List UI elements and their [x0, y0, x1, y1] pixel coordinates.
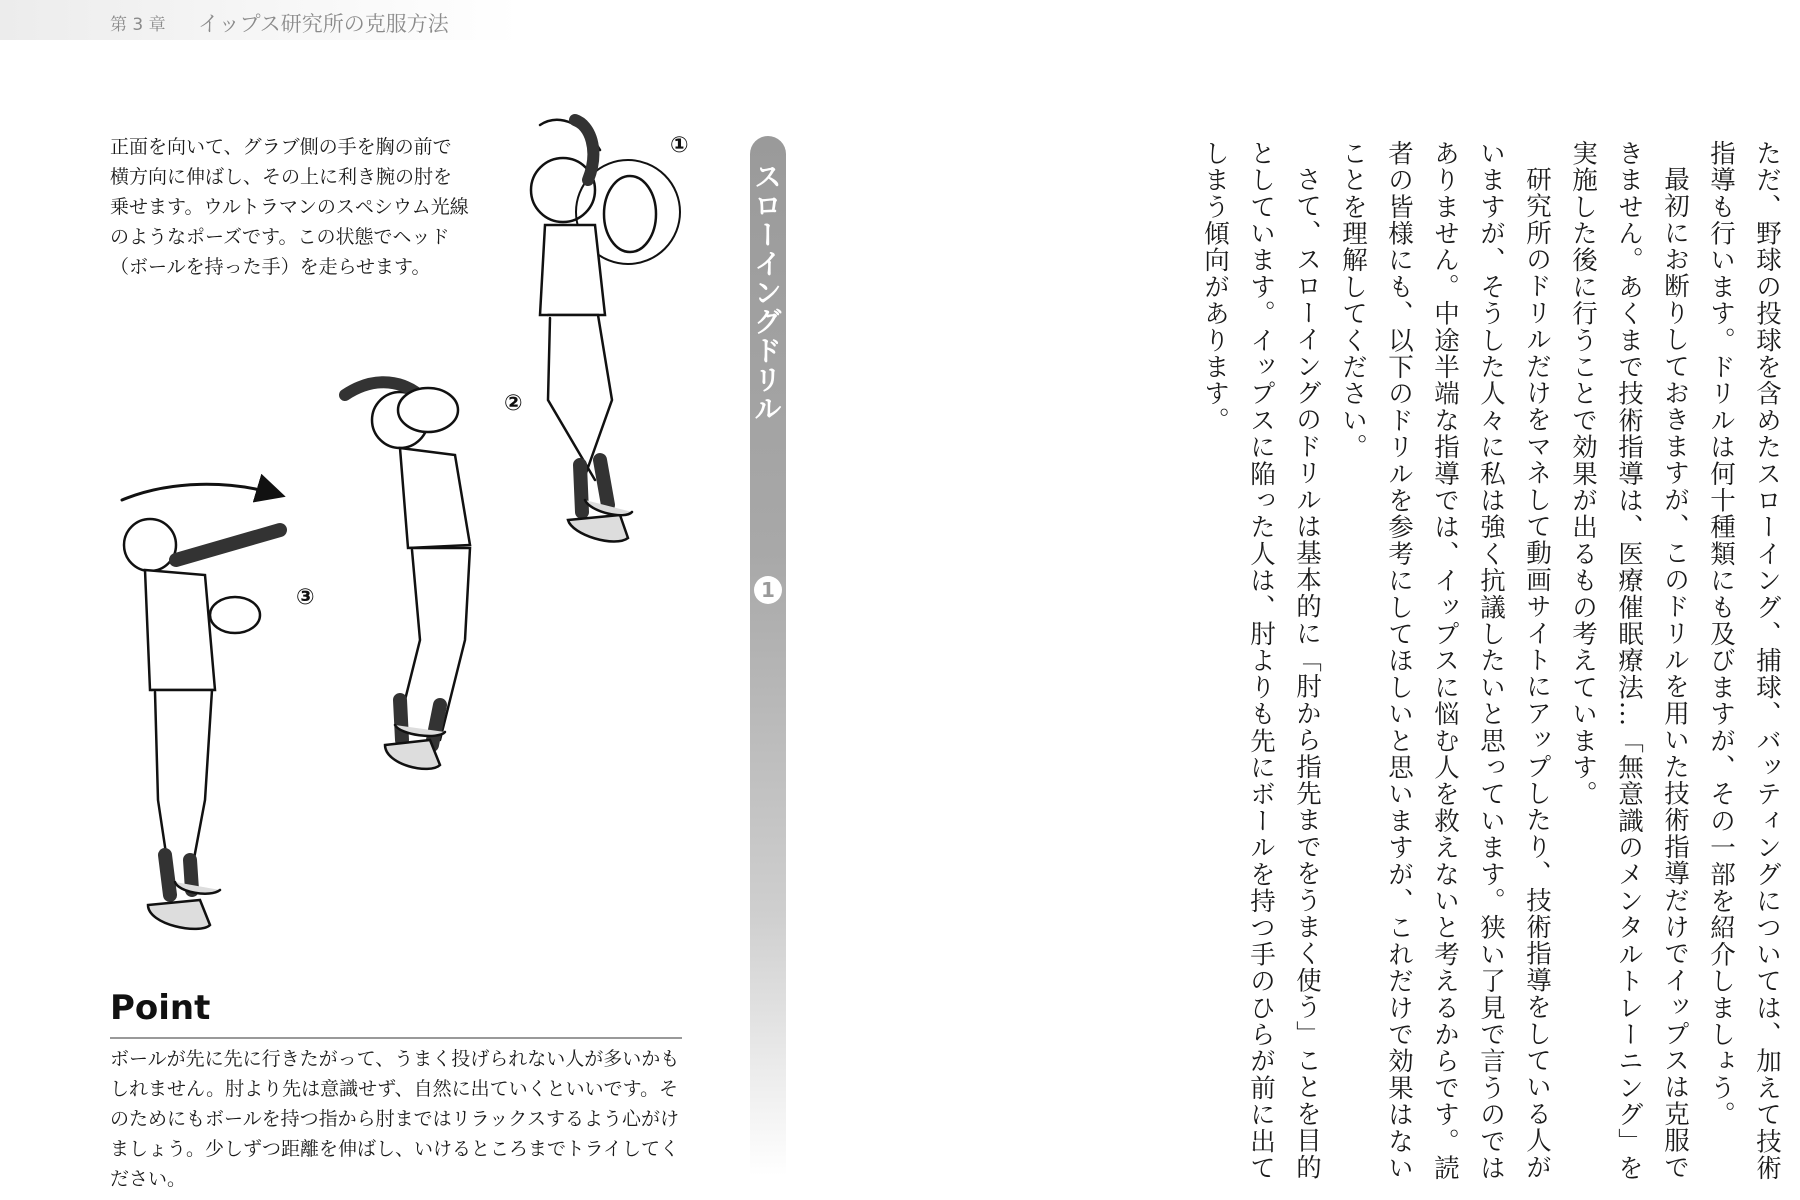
- step-label-2: ②: [504, 391, 523, 416]
- point-body: ボールが先に先に行きたがって、うまく投げられない人が多いかもしれません。肘より先は意識せず、自然に出ていくといいです。そのためにもボールを持つ指から肘まではリラックスするよう心がけましょう。少しずつ距離を伸ばし、いけるところまでトライしてください。: [110, 1048, 680, 1190]
- pitcher-figure-2: [345, 382, 470, 769]
- section-badge-label: スローイングドリル: [750, 162, 783, 423]
- drill-caption: 正面を向いて、グラブ側の手を胸の前で横方向に伸ばし、その上に利き腕の肘を乗せます。ウルトラマンのスペシウム光線のようなポーズです。この状態でヘッド（ボールを持った手）を走らせます。: [110, 136, 469, 278]
- pitcher-figure-1: [531, 120, 680, 542]
- chapter-label: 第 3 章: [110, 15, 166, 35]
- paragraph-3: 研究所のドリルだけをマネして動画サイトにアップしたり、技術指導をしている人がいますが、そうした人々に私は強く抗議したいと思っています。狭い了見で言うのではありません。中途半端な指導では、イップスに悩む人を救えないと考えるからです。読者の皆様にも、以下のドリルを参考にしてほしいと思いますが、これだけで効果はないことを理解してください。: [1338, 140, 1552, 1182]
- pitcher-illustration: [0, 0, 740, 980]
- paragraph-4: さて、スローイングのドリルは基本的に「肘から指先までをうまく使う」ことを目的としています。イップスに陥った人は、肘よりも先にボールを持つ手のひらが前に出てしまう傾向があります。: [1200, 140, 1322, 1182]
- paragraph-2: 最初にお断りしておきますが、このドリルを用いた技術指導だけでイップスは克服できません。あくまで技術指導は、医療催眠療法…「無意識のメンタルトレーニング」を実施した後に行うことで効果が出るもの考えています。: [1568, 140, 1690, 1182]
- section-badge-number: 1: [754, 576, 782, 604]
- section-badge: [750, 136, 786, 1176]
- pitcher-figure-3: [122, 484, 280, 929]
- point-divider: [110, 1037, 682, 1039]
- paragraph-1: ただ、野球の投球を含めたスローイング、捕球、バッティングについては、加えて技術指導も行います。ドリルは何十種類にも及びますが、その一部を紹介しましょう。: [1706, 140, 1782, 1182]
- point-heading: Point: [110, 988, 211, 1028]
- step-label-1: ①: [670, 133, 689, 158]
- main-body-text: [1200, 140, 1790, 1190]
- step-label-3: ③: [296, 585, 315, 610]
- chapter-title: イップス研究所の克服方法: [198, 12, 449, 36]
